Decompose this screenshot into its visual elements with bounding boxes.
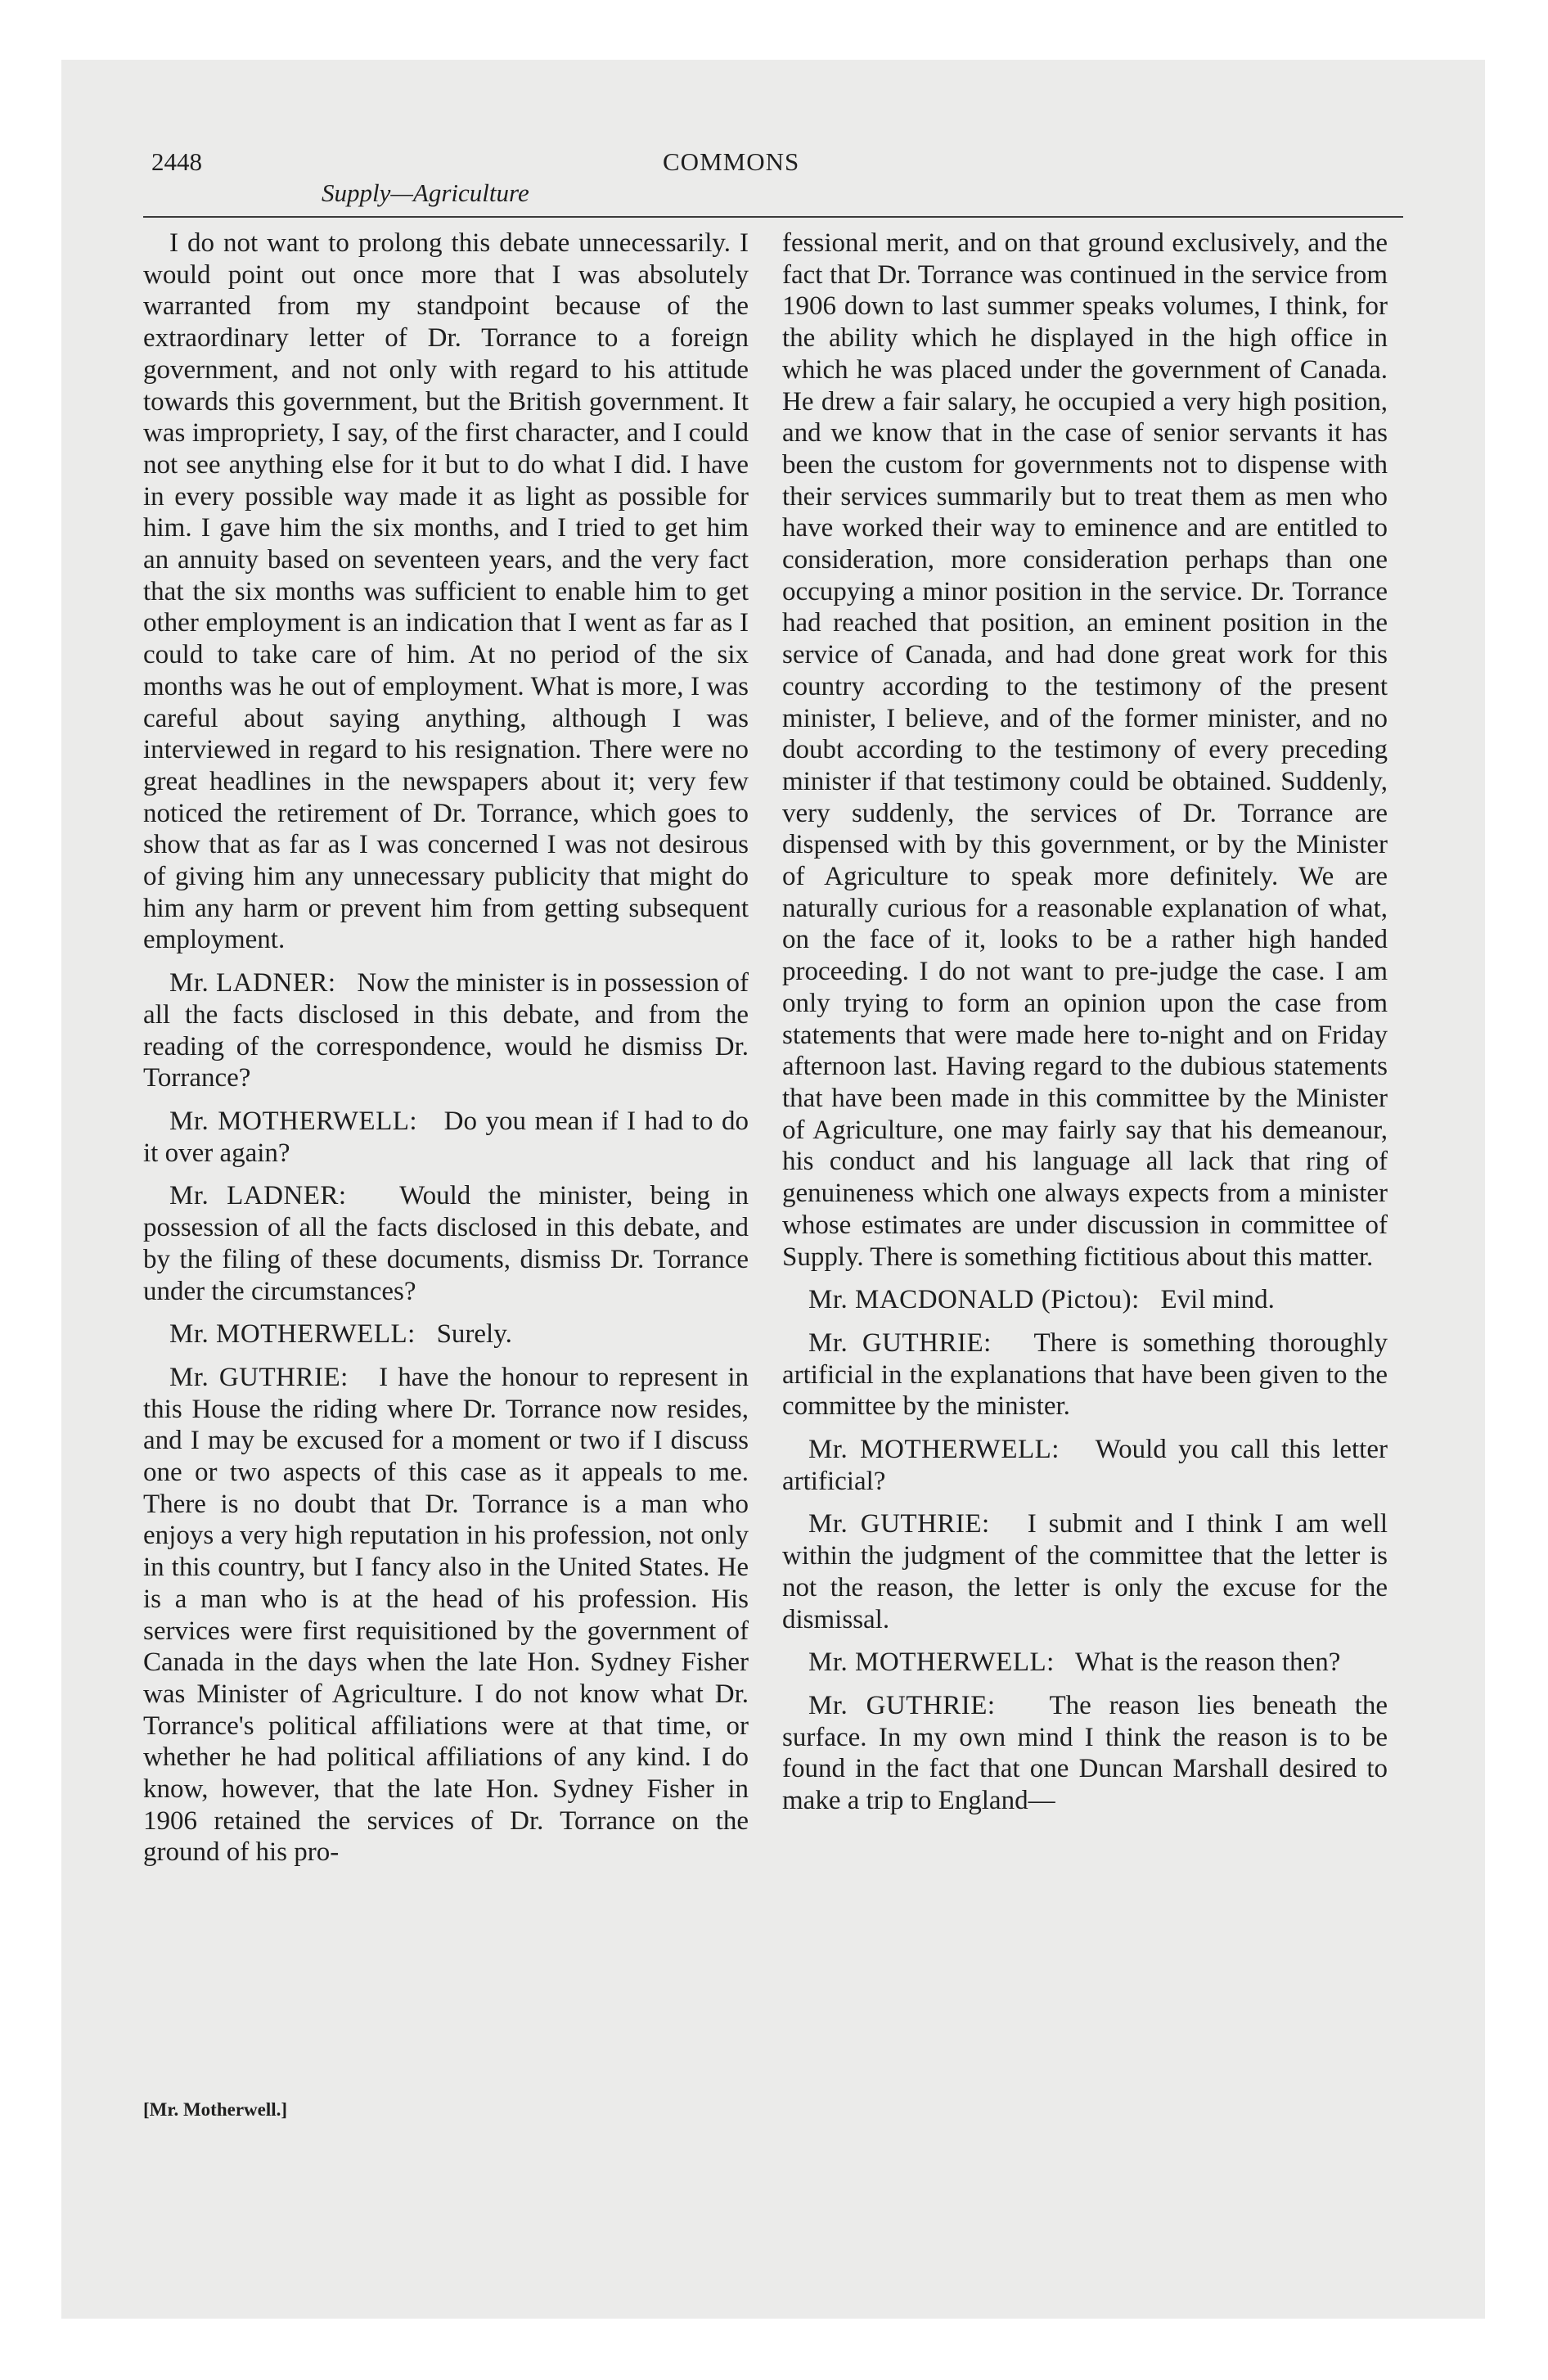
- paragraph-text: fessional merit, and on that ground exclusively, and the fact that Dr. Torrance was continued in the service from 1906 down to last summer speaks volumes, I think, for the ability which he displayed in the high office in which he was placed under the government of Canada. He drew a fair salary, he occupied a very high position, and we know that in the case of senior servants it has been the custom for governments not to dispense with their services summarily but to treat them as men who have worked their way to eminence and are entitled to consideration, more consideration perhaps than one occupying a minor position in the service. Dr. Torrance had reached that position, an eminent position in the service of Canada, and had done great work for this country according to the testimony of the present minister, I believe, and of the former minister, and no doubt according to the testimony of every preceding minister if that testimony could be obtained. Suddenly, very suddenly, the services of Dr. Torrance are dispensed with by this government, or by the Minister of Agriculture to speak more definitely. We are naturally curious for a reasonable explanation of what, on the face of it, looks to be a rather high handed proceeding. I do not want to pre-judge the case. I am only trying to form an opinion upon the case from statements that were made here to-night and on Friday afternoon last. Having regard to the dubious statements that have been made in this committee by the Minister of Agriculture, one may fairly say that his demeanour, his conduct and his language all lack that ring of genuineness which one always expects from a minister whose estimates are under discussion in committee of Supply. There is something fictitious about this matter.: [782, 228, 1388, 1272]
- page-header: [143, 147, 1403, 213]
- paragraph: [143, 1180, 749, 1307]
- speaker-name: Mr. LADNER:: [169, 1181, 383, 1211]
- speaker-name: Mr. GUTHRIE:: [169, 1362, 370, 1392]
- speaker-name: Mr. GUTHRIE:: [808, 1690, 1033, 1720]
- left-column: [143, 228, 749, 1880]
- paragraph: [782, 1434, 1388, 1497]
- speaker-name: Mr. MOTHERWELL:: [808, 1648, 1069, 1678]
- paragraph: [143, 1106, 749, 1169]
- paragraph-text: What is the reason then?: [1074, 1648, 1341, 1678]
- paragraph-text: Would you call this letter artificial?: [782, 1435, 1388, 1496]
- header-rule: [143, 216, 1403, 218]
- paragraph-text: Now the minister is in possession of all the facts disclosed in this debate, and from the reading of the correspondence, would he dismiss Dr. Torrance?: [143, 968, 749, 1093]
- paragraph-text: Surely.: [436, 1319, 512, 1350]
- paragraph-text: There is something thoroughly artificial in the explanations that have been given to the committee by the minister.: [782, 1327, 1388, 1422]
- paragraph-text: Would the minister, being in possession of all the facts disclosed in this debate, and by the filing of these documents, dismiss Dr. Torrance under the circumstances?: [143, 1181, 749, 1306]
- subject-heading: Supply—Agriculture: [322, 178, 529, 207]
- right-column: [782, 228, 1388, 1828]
- paragraph-text: Evil mind.: [1160, 1285, 1275, 1315]
- paragraph: [782, 1508, 1388, 1635]
- paragraph: [782, 1647, 1388, 1679]
- paragraph: [782, 1690, 1388, 1817]
- speaker-name: Mr. GUTHRIE:: [808, 1509, 1015, 1539]
- paragraph: [143, 1362, 749, 1868]
- speaker-name: Mr. GUTHRIE:: [808, 1327, 1020, 1358]
- paragraph: [143, 967, 749, 1094]
- paragraph-continuation: [782, 228, 1388, 1273]
- paragraph: [782, 1284, 1388, 1316]
- paragraph: [782, 1327, 1388, 1422]
- paragraph-text: I submit and I think I am well within the judgment of the committee that the letter is not the reason, the letter is only the excuse for the dismissal.: [782, 1509, 1388, 1634]
- paragraph-text: I do not want to prolong this debate unnecessarily. I would point out once more that I was absolutely warranted from my standpoint because of the extraordinary letter of Dr. Torrance to a foreign government, and not only with regard to his attitude towards this government, but the British government. It was impropriety, I say, of the first character, and I could not see anything else for it but to do what I did. I have in every possible way made it as light as possible for him. I gave him the six months, and I tried to get him an annuity based on seventeen years, and the very fact that the six months was sufficient to enable him to get other employment is an indication that I went as far as I could to take care of him. At no period of the six months was he out of employment. What is more, I was careful about saying anything, although I was interviewed in regard to his resignation. There were no great headlines in the newspapers about it; very few noticed the retirement of Dr. Torrance, which goes to show that as far as I was concerned I was not desirous of giving him any unnecessary publicity that might do him any harm or prevent him from getting subsequent employment.: [143, 228, 749, 955]
- paragraph: [143, 228, 749, 956]
- paragraph-text: Do you mean if I had to do it over again?: [143, 1106, 749, 1168]
- footer-attribution: [Mr. Motherwell.]: [143, 2099, 288, 2120]
- paragraph-text: I have the honour to represent in this House the riding where Dr. Torrance now resides, and I may be excused for a moment or two if I discuss one or two aspects of this case as it appeals to me. There is no doubt that Dr. Torrance is a man who enjoys a very high reputation in his profession, not only in this country, but I fancy also in the United States. He is a man who is at the head of his profession. His services were first requisitioned by the government of Canada in the days when the late Hon. Sydney Fisher was Minister of Agriculture. I do not know what Dr. Torrance's political affiliations were at that time, or whether he had political affiliations of any kind. I do know, however, that the late Hon. Sydney Fisher in 1906 retained the services of Dr. Torrance on the ground of his pro-: [143, 1362, 749, 1868]
- page-number: 2448: [151, 147, 202, 176]
- speaker-name: Mr. MOTHERWELL:: [169, 1319, 430, 1350]
- running-title: COMMONS: [663, 147, 800, 176]
- paragraph-text: The reason lies beneath the surface. In my own mind I think the reason is to be found in the fact that one Duncan Marshall desired to make a trip to England—: [782, 1690, 1388, 1816]
- speaker-name: Mr. MOTHERWELL:: [808, 1435, 1084, 1465]
- paragraph: [143, 1318, 749, 1350]
- speaker-name: Mr. MACDONALD (Pictou):: [808, 1285, 1154, 1315]
- speaker-name: Mr. LADNER:: [169, 968, 351, 998]
- speaker-name: Mr. MOTHERWELL:: [169, 1106, 436, 1136]
